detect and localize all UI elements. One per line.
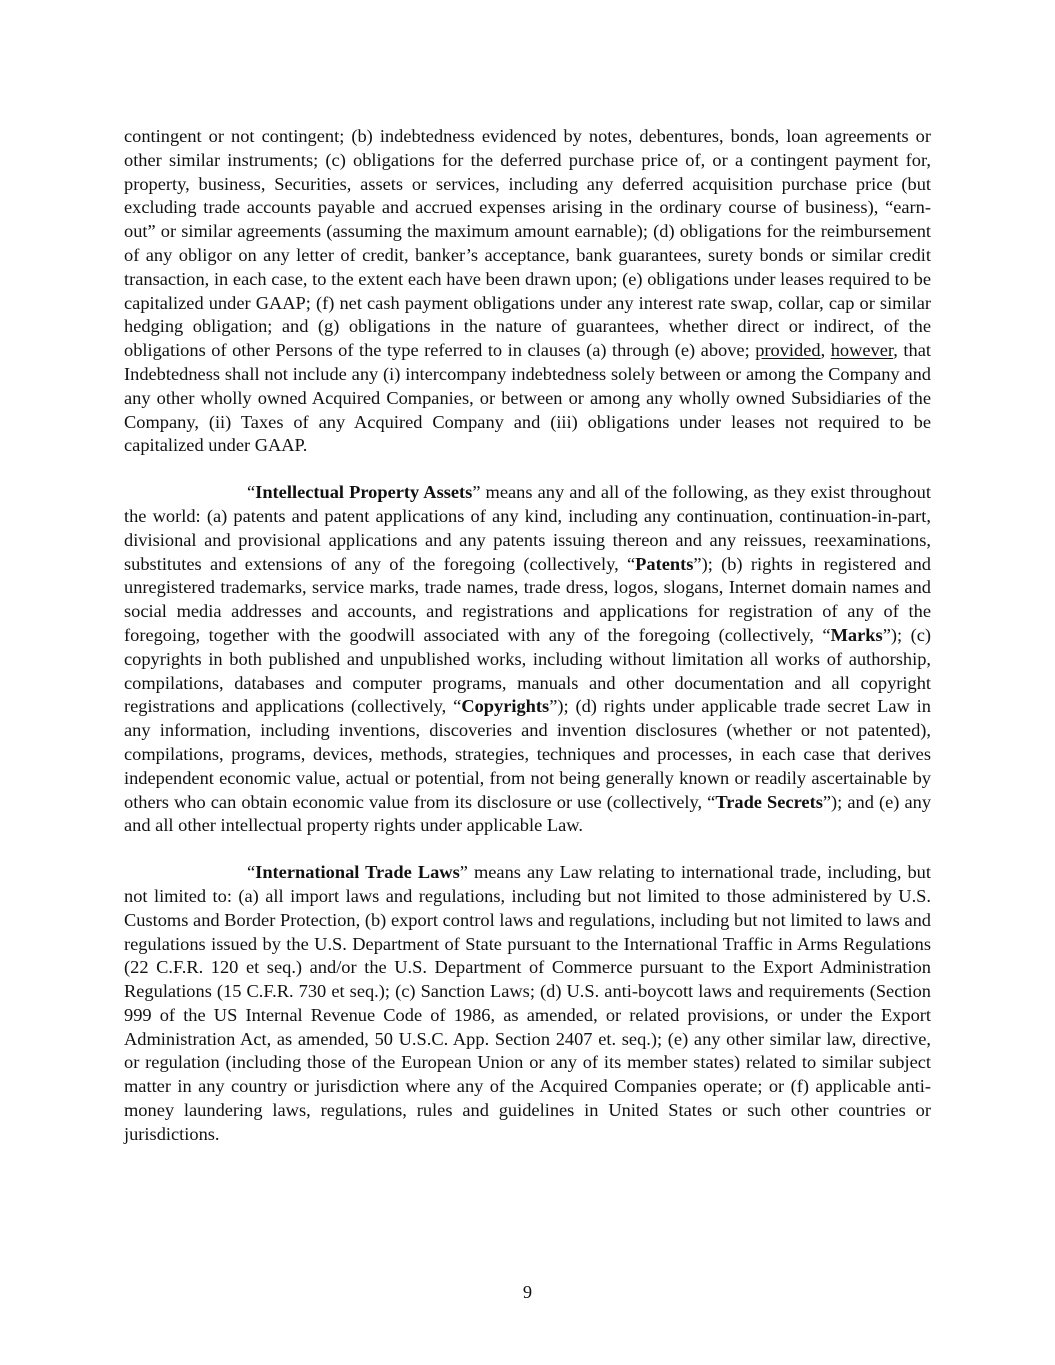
underlined-term: provided — [755, 340, 821, 361]
defined-term: Copyrights — [461, 696, 550, 717]
text-run: ” means any Law relating to international trade, including, but not limited to: (a) all import laws and regulations, including but not limited to those administered by U.S. Customs and Border Protection, (b) export control laws and regulations, including but not limited to laws and regulations issued by the U.S. Department of State pursuant to the International Traffic in Arms Regulations (22 C.F.R. 120 et seq.) and/or the U.S. Department of Commerce pursuant to the Export Administration Regulations (15 C.F.R. 730 et seq.); (c) Sanction Laws; (d) U.S. anti-boycott laws and requirements (Section 999 of the US Internal Revenue Code of 1986, as amended, or related provisions, or under the Export Administration Act, as amended, 50 U.S.C. App. Section 2407 et. seq.); (e) any other similar law, directive, or regulation (including those of the European Union or any of its member states) related to similar subject matter in any country or jurisdiction where any of the Acquired Companies operate; or (f) applicable anti-money laundering laws, regulations, rules and guidelines in United States or such other countries or jurisdictions. — [124, 862, 931, 1144]
text-run: ” means any and all of the following, as they exist throughout the world: (a) patents and patent applications of any kind, including any continuation, continuation-in-part, divisional and provisional applications and any patents issuing thereon and any reissues, reexaminations, substitutes and extensions of any of the foregoing (collectively, “ — [124, 482, 931, 574]
defined-term: Trade Secrets — [715, 791, 823, 812]
text-run: , that Indebtedness shall not include any (i) intercompany indebtedness solely between or among the Company and any other wholly owned Acquired Companies, or between or among any wholly owned Subsidiaries of the Company, (ii) Taxes of any Acquired Company and (iii) obligations under leases not required to be capitalized under GAAP. — [124, 340, 931, 456]
paragraph-international-trade-laws — [124, 861, 931, 1147]
text-run: “ — [247, 482, 256, 503]
defined-term: Intellectual Property Assets — [255, 482, 473, 503]
text-run: ”); (c) copyrights in both published and unpublished works, including without limitation all works of authorship, compilations, databases and computer programs, manuals and other documentation and all copyright registrations and applications (collectively, “ — [124, 624, 932, 717]
page-number: 9 — [522, 1282, 533, 1302]
text-run: “ — [247, 862, 256, 883]
defined-term: International Trade Laws — [255, 862, 460, 883]
document-page — [124, 125, 931, 1147]
text-run: , — [820, 340, 831, 361]
paragraph-indebtedness-continued — [124, 125, 931, 458]
paragraph-intellectual-property-assets — [124, 481, 931, 838]
defined-term: Marks — [830, 624, 883, 645]
text-run: ”); (d) rights under applicable trade secret Law in any information, including inventions, discoveries and invention disclosures (whether or not patented), compilations, programs, devices, methods, strategies, techniques and processes, in each case that derives independent economic value, actual or potential, from not being generally known or readily ascertainable by others who can obtain economic value from its disclosure or use (collectively, “ — [124, 696, 931, 812]
underlined-term: however — [830, 340, 894, 361]
text-run: contingent or not contingent; (b) indebtedness evidenced by notes, debentures, bonds, loan agreements or other similar instruments; (c) obligations for the deferred purchase price of, or a contingent payment for, property, business, Securities, assets or services, including any deferred acquisition purchase price (but excluding trade accounts payable and accrued expenses arising in the ordinary course of business), “earn-out” or similar agreements (assuming the maximum amount earnable); (d) obligations for the reimbursement of any obligor on any letter of credit, banker’s acceptance, bank guarantees, surety bonds or similar credit transaction, in each case, to the extent each have been drawn upon; (e) obligations under leases required to be capitalized under GAAP; (f) net cash payment obligations under any interest rate swap, collar, cap or similar hedging obligation; and (g) obligations in the nature of guarantees, whether direct or indirect, of the obligations of other Persons of the type referred to in clauses (a) through (e) above; — [124, 126, 931, 361]
text-run: ”); (b) rights in registered and unregistered trademarks, service marks, trade names, trade dress, logos, slogans, Internet domain names and social media addresses and accounts, and registrations and applications for registration of any of the foregoing, together with the goodwill associated with any of the foregoing (collectively, “ — [124, 553, 931, 645]
text-run: ”); and (e) any and all other intellectual property rights under applicable Law. — [124, 791, 932, 836]
defined-term: Patents — [635, 553, 694, 574]
